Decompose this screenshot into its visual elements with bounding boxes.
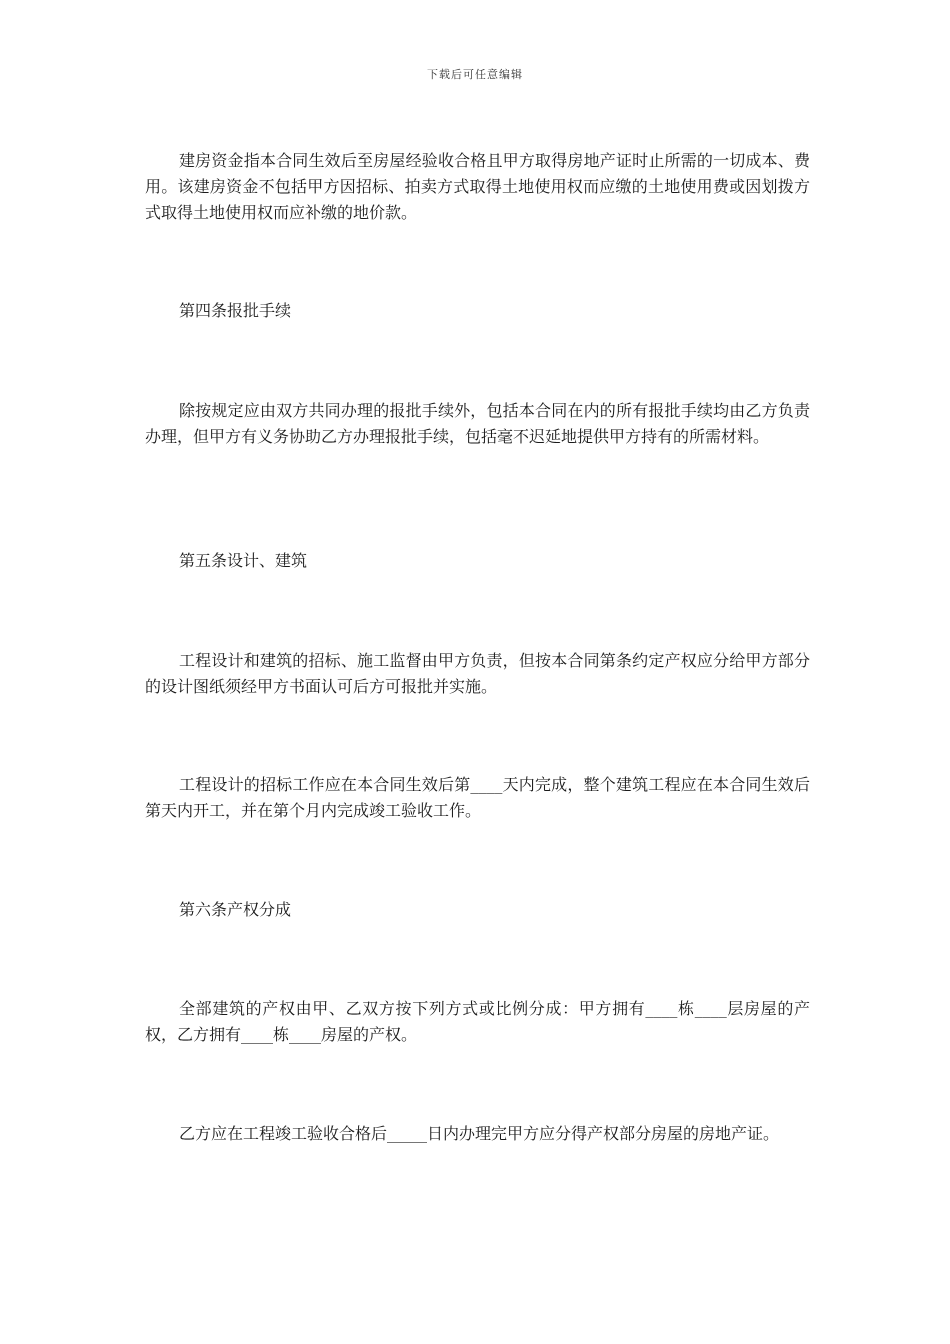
paragraph-schedule: 工程设计的招标工作应在本合同生效后第____天内完成，整个建筑工程应在本合同生效后第天内开工，并在第个月内完成竣工验收工作。 [145, 775, 810, 820]
page-header: 下载后可任意编辑 [427, 68, 523, 81]
heading-article-5: 第五条设计、建筑 [179, 551, 308, 570]
heading-article-6: 第六条产权分成 [179, 900, 292, 919]
paragraph-approval-procedures: 除按规定应由双方共同办理的报批手续外，包括本合同在内的所有报批手续均由乙方负责办理，但甲方有义务协助乙方办理报批手续，包括毫不迟延地提供甲方持有的所需材料。 [145, 401, 810, 446]
paragraph-property-split: 全部建筑的产权由甲、乙双方按下列方式或比例分成：甲方拥有____栋____层房屋的产权，乙方拥有____栋____房屋的产权。 [145, 999, 810, 1044]
paragraph-certificate: 乙方应在工程竣工验收合格后_____日内办理完甲方应分得产权部分房屋的房地产证。 [179, 1124, 780, 1143]
heading-article-4: 第四条报批手续 [179, 301, 292, 320]
paragraph-construction-funds: 建房资金指本合同生效后至房屋经验收合格且甲方取得房地产证时止所需的一切成本、费用。该建房资金不包括甲方因招标、拍卖方式取得土地使用权而应缴的土地使用费或因划拨方式取得土地使用权而应补缴的地价款。 [145, 151, 810, 222]
paragraph-design-tender: 工程设计和建筑的招标、施工监督由甲方负责，但按本合同第条约定产权应分给甲方部分的设计图纸须经甲方书面认可后方可报批并实施。 [145, 651, 810, 696]
